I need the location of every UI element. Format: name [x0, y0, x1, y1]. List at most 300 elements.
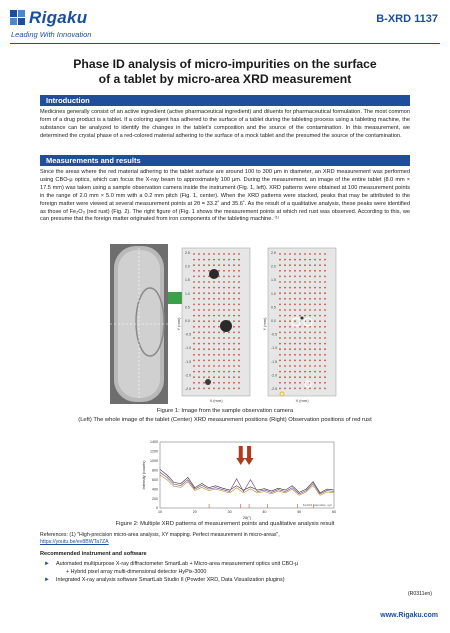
measurement-point [193, 259, 195, 261]
measurement-point [324, 298, 326, 300]
measurement-point [299, 348, 301, 350]
measurement-point [218, 259, 220, 261]
measurement-point [238, 264, 240, 266]
measurement-point [203, 348, 205, 350]
measurement-point [238, 348, 240, 350]
measurement-point [279, 376, 281, 378]
plot-area [160, 442, 334, 508]
measurement-point [314, 287, 316, 289]
document-id: B-XRD 1137 [376, 13, 438, 25]
measurement-point [208, 309, 210, 311]
measurement-point [238, 292, 240, 294]
measurement-point [203, 332, 205, 334]
y-tick-label: 1400 [150, 440, 158, 445]
y-tick-label: 0.0 [271, 319, 276, 323]
y-tick-label: -1.5 [271, 359, 278, 364]
measurement-point [218, 371, 220, 373]
measurement-point [213, 253, 215, 255]
measurement-point [309, 287, 311, 289]
measurement-point [223, 348, 225, 350]
measurement-point [304, 376, 306, 378]
measurement-point [238, 320, 240, 322]
measurement-point [193, 388, 195, 390]
measurement-point [213, 326, 215, 328]
measurement-point [294, 348, 296, 350]
measurement-point [324, 320, 326, 322]
measurement-point [304, 298, 306, 300]
measurement-point [314, 270, 316, 272]
measurement-point [198, 298, 200, 300]
measurement-point [319, 315, 321, 317]
measurement-point [223, 337, 225, 339]
measurement-point [208, 292, 210, 294]
measurement-point [284, 309, 286, 311]
measurement-point [213, 287, 215, 289]
measurement-point [299, 315, 301, 317]
measurement-point [233, 371, 235, 373]
measurement-point [218, 292, 220, 294]
y-tick-label: 0.5 [185, 305, 190, 310]
measurement-point [314, 253, 316, 255]
measurement-point [208, 354, 210, 356]
measurement-point [279, 354, 281, 356]
measurement-point [299, 388, 301, 390]
measurement-point [284, 315, 286, 317]
y-tick-label: 0.0 [185, 319, 190, 323]
measurement-point [198, 264, 200, 266]
y-tick-label: -0.5 [271, 332, 278, 337]
measurement-point [294, 337, 296, 339]
measurement-point [299, 276, 301, 278]
measurement-point [213, 365, 215, 367]
measurement-point [284, 253, 286, 255]
measurement-point [238, 259, 240, 261]
measurement-point [198, 320, 200, 322]
measurement-point [233, 382, 235, 384]
measurement-point [203, 365, 205, 367]
measurement-point [304, 304, 306, 306]
measurement-point [304, 337, 306, 339]
measurement-point [208, 360, 210, 362]
measurement-point [324, 276, 326, 278]
measurement-point [284, 320, 286, 322]
measurement-point [208, 388, 210, 390]
measurement-point [279, 309, 281, 311]
measurement-point [279, 365, 281, 367]
measurement-point [324, 371, 326, 373]
measurement-point [324, 253, 326, 255]
measurement-point [299, 365, 301, 367]
measurement-point [319, 292, 321, 294]
measurement-point [198, 354, 200, 356]
measurement-point [193, 326, 195, 328]
measurement-point [324, 348, 326, 350]
measurement-point [223, 376, 225, 378]
measurement-point [238, 354, 240, 356]
measurement-point [203, 376, 205, 378]
measurement-point [223, 292, 225, 294]
measurement-point [193, 276, 195, 278]
measurement-point [233, 276, 235, 278]
measurement-point [309, 315, 311, 317]
measurement-point [279, 292, 281, 294]
measurement-point [198, 253, 200, 255]
measurement-point [304, 270, 306, 272]
measurement-point [319, 388, 321, 390]
measurement-point [198, 281, 200, 283]
measurement-point [294, 309, 296, 311]
measurement-point [279, 270, 281, 272]
measurement-point [324, 332, 326, 334]
measurement-point [294, 354, 296, 356]
measurement-point [238, 337, 240, 339]
measurement-point [289, 360, 291, 362]
measurement-point [213, 281, 215, 283]
measurement-point [324, 259, 326, 261]
brand-logo[interactable] [10, 8, 87, 28]
y-tick-label: 1.0 [271, 291, 276, 296]
measurement-point [218, 326, 220, 328]
measurement-point [208, 376, 210, 378]
title-line-1: Phase ID analysis of micro-impurities on the surface [73, 57, 377, 71]
measurement-point [238, 281, 240, 283]
measurement-point [213, 309, 215, 311]
measurement-point [193, 315, 195, 317]
measurement-point [228, 354, 230, 356]
measurement-point [299, 259, 301, 261]
measurement-point [193, 332, 195, 334]
measurement-point [284, 332, 286, 334]
measurement-point [223, 388, 225, 390]
header [0, 0, 450, 50]
measurement-point [284, 259, 286, 261]
x-tick-label: 60 [332, 510, 336, 514]
measurement-point [213, 354, 215, 356]
measurement-point [198, 326, 200, 328]
measurement-point [309, 281, 311, 283]
measurement-point [238, 376, 240, 378]
measurement-point [198, 270, 200, 272]
measurement-point [213, 376, 215, 378]
measurement-point [233, 326, 235, 328]
y-tick-label: 1000 [150, 459, 158, 464]
measurement-point [299, 371, 301, 373]
measurement-point [193, 292, 195, 294]
measurement-point [198, 382, 200, 384]
right-y-axis-label: Y (mm) [262, 317, 267, 331]
measurement-point [193, 348, 195, 350]
measurement-point [233, 365, 235, 367]
measurement-point [218, 360, 220, 362]
measurement-point [223, 315, 225, 317]
measurement-point [319, 382, 321, 384]
measurement-point [289, 276, 291, 278]
measurement-point [284, 354, 286, 356]
measurement-point [294, 343, 296, 345]
measurement-point [309, 253, 311, 255]
measurement-point [289, 259, 291, 261]
measurement-point [314, 304, 316, 306]
measurement-point [304, 315, 306, 317]
measurement-point [294, 292, 296, 294]
measurement-point [228, 309, 230, 311]
measurement-point [208, 304, 210, 306]
measurement-point [208, 332, 210, 334]
measurement-point [218, 365, 220, 367]
measurement-point [314, 264, 316, 266]
section-heading-results: Measurements and results [40, 155, 410, 166]
measurement-point [304, 259, 306, 261]
measurement-point [193, 337, 195, 339]
measurement-point [213, 343, 215, 345]
center-x-axis-label: X (mm) [209, 398, 223, 403]
measurement-point [314, 365, 316, 367]
measurement-point [198, 309, 200, 311]
measurement-point [213, 337, 215, 339]
measurement-point [238, 298, 240, 300]
measurement-point [304, 348, 306, 350]
measurement-point [193, 287, 195, 289]
measurement-point [324, 360, 326, 362]
measurement-point [208, 326, 210, 328]
measurement-point [289, 337, 291, 339]
measurement-point [289, 298, 291, 300]
measurement-point [238, 371, 240, 373]
measurement-point [208, 371, 210, 373]
measurement-point [304, 276, 306, 278]
measurement-point [304, 264, 306, 266]
measurement-point [238, 332, 240, 334]
measurement-point [314, 276, 316, 278]
measurement-point [314, 298, 316, 300]
measurement-point [203, 264, 205, 266]
measurement-point [218, 253, 220, 255]
y-tick-label: 200 [152, 496, 158, 501]
x-tick-label: 10 [158, 510, 162, 514]
measurement-point [304, 292, 306, 294]
measurement-point [213, 292, 215, 294]
measurement-point [238, 343, 240, 345]
measurement-point [314, 382, 316, 384]
measurement-point [203, 270, 205, 272]
measurement-point [193, 376, 195, 378]
red-rust-positions-panel [262, 248, 336, 403]
measurement-point [279, 287, 281, 289]
measurement-point [319, 270, 321, 272]
reference-text: References: (1) "High-precision micro-area analysis, XY mapping. Perfect measurement in micro-areas", [40, 532, 280, 538]
measurement-point [284, 382, 286, 384]
measurement-point [289, 354, 291, 356]
measurement-point [218, 304, 220, 306]
measurement-point [223, 298, 225, 300]
reference-link[interactable]: https://youtu.be/ev8BWTa7ZA [40, 539, 109, 545]
measurement-point [319, 304, 321, 306]
measurement-point [218, 348, 220, 350]
figure-2-caption: Figure 2: Multiple XRD patterns of measurement points and qualitative analysis result [115, 521, 335, 527]
measurement-point [289, 315, 291, 317]
y-tick-label: 1.5 [185, 278, 190, 283]
measurement-point [198, 360, 200, 362]
measurement-point [279, 371, 281, 373]
measurement-point [218, 354, 220, 356]
measurement-point [289, 292, 291, 294]
measurement-point [228, 371, 230, 373]
measurement-point [203, 298, 205, 300]
measurement-point [208, 298, 210, 300]
measurement-point [289, 320, 291, 322]
measurement-point [223, 371, 225, 373]
measurement-point [213, 382, 215, 384]
y-tick-label: 800 [152, 468, 158, 473]
y-tick-label: 400 [152, 487, 158, 492]
figure-1 [110, 244, 340, 404]
measurement-point [208, 259, 210, 261]
measurement-point [208, 320, 210, 322]
measurement-point [314, 388, 316, 390]
measurement-point [228, 264, 230, 266]
measurement-point [289, 270, 291, 272]
measurement-point [228, 287, 230, 289]
measurement-point [284, 348, 286, 350]
y-tick-label: 1200 [150, 449, 158, 454]
measurement-point [223, 270, 225, 272]
measurement-point [228, 365, 230, 367]
measurement-point [228, 348, 230, 350]
measurement-point [238, 270, 240, 272]
measurement-point [193, 253, 195, 255]
measurement-point [294, 376, 296, 378]
tablet-camera-image [110, 244, 168, 404]
measurement-point [314, 337, 316, 339]
measurement-point [304, 281, 306, 283]
measurement-point [299, 360, 301, 362]
y-tick-label: -2.0 [185, 373, 192, 378]
measurement-point [218, 264, 220, 266]
measurement-point [289, 326, 291, 328]
y-tick-label: 1.5 [271, 278, 276, 283]
measurement-point [319, 360, 321, 362]
measurement-point [299, 332, 301, 334]
measurement-point [203, 287, 205, 289]
recommended-heading: Recommended instrument and software [40, 551, 147, 557]
measurement-point [193, 309, 195, 311]
measurement-point [289, 304, 291, 306]
results-text: Since the areas where the red material adhering to the tablet surface are around 100 to 300 μm in diameter, an XRD measurement was performed using CBO-μ optics, which can focus the X-ray beam to approximately 100 μm. During the measurement, an image of the entire tablet (8.0 mm × 17.5 mm) was taken using a sample observation camera inside the instrument (Fig. 1, left). XRD patterns were obtained at 100 measurement points in the range of 2.0 mm × 5.0 mm with a 0.2 mm pitch (Fig. 1, center). When the XRD patterns were stacked, peaks that may be attributed to the foreign matter were viewed at several measurement points at 2θ = 33.2˚ and 35.6˚. As the result of a qualitative analysis, these peaks were identified as those of Fe₂O₃ (red rust) (Fig. 2). The right figure of (Fig. 1 shows the measurement points at which red rust was observed. According to this, we can presume that the foreign matter originated from iron components of the tableting machine. ⁽¹⁾ [40, 169, 410, 223]
measurement-point [284, 343, 286, 345]
x-tick-label: 20 [192, 510, 197, 514]
measurement-point [324, 264, 326, 266]
y-tick-label: 1.0 [185, 291, 190, 296]
measurement-point [208, 365, 210, 367]
measurement-point [223, 276, 225, 278]
measurement-point [284, 326, 286, 328]
measurement-point [228, 382, 230, 384]
measurement-point [319, 253, 321, 255]
measurement-point [193, 382, 195, 384]
x-tick-label: 30 [227, 510, 232, 514]
measurement-point [218, 298, 220, 300]
measurement-point [228, 259, 230, 261]
measurement-point [319, 337, 321, 339]
measurement-point [203, 253, 205, 255]
measurement-point [284, 360, 286, 362]
measurement-point [203, 326, 205, 328]
right-x-axis-label: X (mm) [295, 398, 309, 403]
measurement-point [208, 315, 210, 317]
measurement-point [233, 259, 235, 261]
measurement-point [213, 360, 215, 362]
measurement-point [279, 304, 281, 306]
measurement-point [314, 326, 316, 328]
figure-1-caption-detail: (Left) The whole image of the tablet (Center) XRD measurement positions (Right) Observation positions of red rust [78, 417, 372, 423]
measurement-point [203, 304, 205, 306]
measurement-point [238, 360, 240, 362]
measurement-point [284, 304, 286, 306]
measurement-point [289, 309, 291, 311]
measurement-point [198, 337, 200, 339]
footer-url[interactable]: www.Rigaku.com [380, 612, 438, 619]
measurement-point [233, 287, 235, 289]
measurement-point [319, 371, 321, 373]
measurement-point [319, 264, 321, 266]
measurement-point [279, 253, 281, 255]
recommended-list [44, 560, 424, 584]
measurement-point [238, 326, 240, 328]
measurement-point [284, 264, 286, 266]
measurement-point [203, 337, 205, 339]
measurement-point [208, 348, 210, 350]
measurement-point [319, 320, 321, 322]
measurement-point [289, 365, 291, 367]
measurement-point [279, 320, 281, 322]
measurement-point [289, 287, 291, 289]
measurement-point [203, 388, 205, 390]
y-tick-label: 0.5 [271, 305, 276, 310]
header-divider [10, 43, 440, 44]
measurement-point [314, 354, 316, 356]
measurement-point [218, 270, 220, 272]
measurement-point [304, 360, 306, 362]
measurement-point [319, 298, 321, 300]
title-line-2: of a tablet by micro-area XRD measurement [98, 72, 352, 86]
measurement-point [203, 320, 205, 322]
measurement-point [223, 360, 225, 362]
measurement-point [213, 264, 215, 266]
measurement-point [218, 320, 220, 322]
measurement-point [294, 253, 296, 255]
measurement-point [309, 304, 311, 306]
measurement-point [228, 315, 230, 317]
measurement-point [233, 304, 235, 306]
measurement-point [309, 360, 311, 362]
measurement-point [324, 270, 326, 272]
measurement-point [238, 276, 240, 278]
measurement-point [233, 281, 235, 283]
measurement-point [314, 292, 316, 294]
measurement-point [309, 354, 311, 356]
measurement-point [208, 253, 210, 255]
measurement-point [279, 343, 281, 345]
measurement-point [289, 388, 291, 390]
measurement-point [279, 337, 281, 339]
measurement-point [233, 270, 235, 272]
measurement-point [289, 332, 291, 334]
measurement-point [238, 287, 240, 289]
measurement-point [309, 348, 311, 350]
measurement-point [319, 354, 321, 356]
measurement-point [223, 354, 225, 356]
figure-1-caption-title: Figure 1: Image from the sample observation camera [156, 408, 294, 414]
